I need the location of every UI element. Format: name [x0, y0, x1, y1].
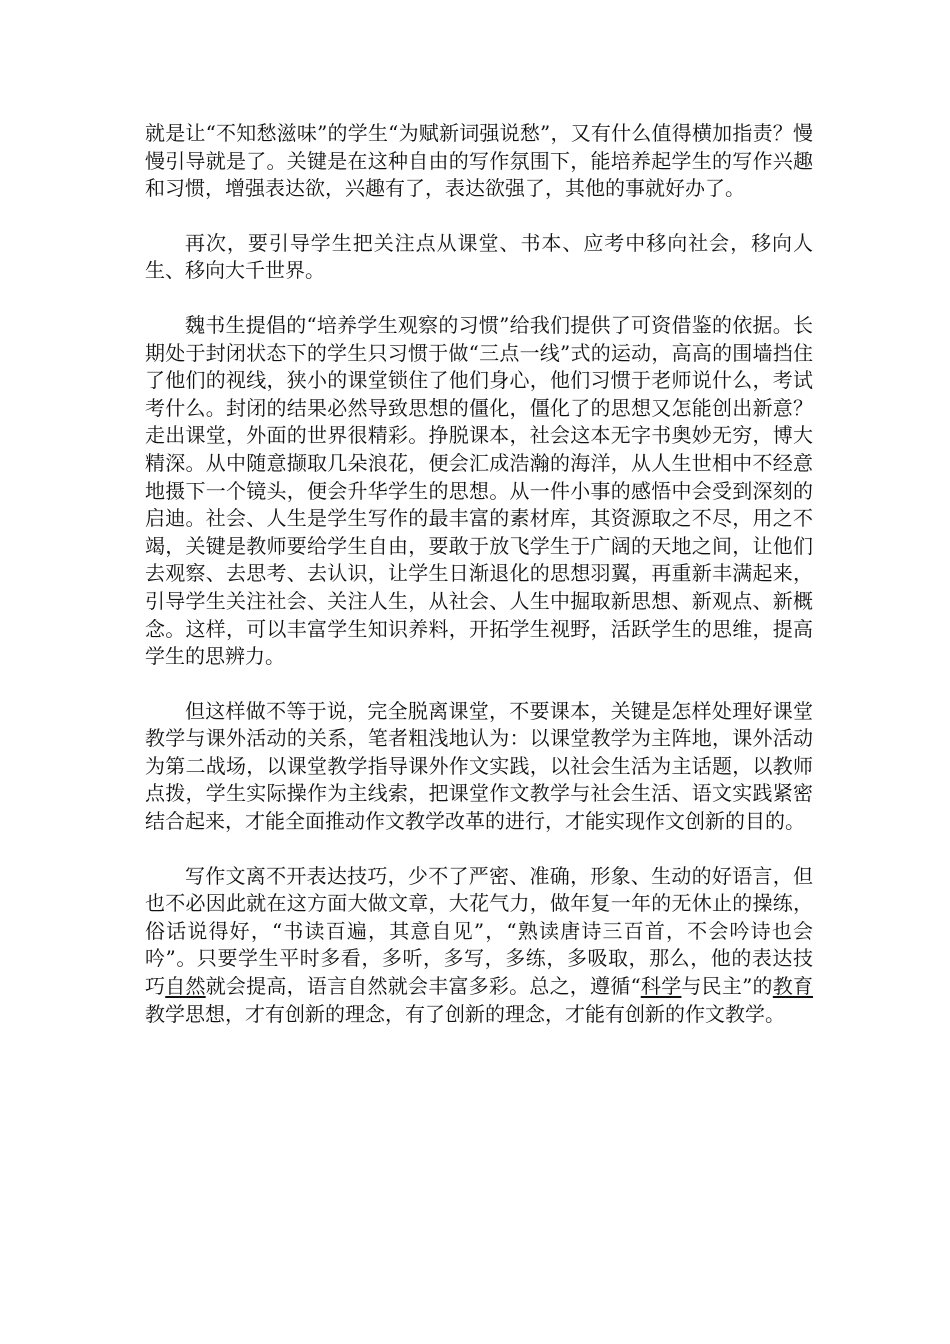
link-kexue[interactable]: 科学	[640, 974, 682, 999]
link-jiaoyu[interactable]: 教育	[772, 974, 814, 999]
paragraph-3: 魏书生提倡的“培养学生观察的习惯”给我们提供了可资借鉴的依据。长期处于封闭状态下的学生只习惯于做“三点一线”式的运动，高高的围墙挡住了他们的视线，狭小的课堂锁住了他们身心，他们习惯于老师说什么，考试考什么。封闭的结果必然导致思想的僵化，僵化了的思想又怎能创出新意？走出课堂，外面的世界很精彩。挣脱课本，社会这本无字书奥妙无穷，博大精深。从中随意撷取几朵浪花，便会汇成浩瀚的海洋，从人生世相中不经意地摄下一个镜头，便会升华学生的思想。从一件小事的感悟中会受到深刻的启迪。社会、人生是学生写作的最丰富的素材库，其资源取之不尽，用之不竭，关键是教师要给学生自由，要敢于放飞学生于广阔的天地之间，让他们去观察、去思考、去认识，让学生日渐退化的思想羽翼，再重新丰满起来，引导学生关注社会、关注人生，从社会、人生中掘取新思想、新观点、新概念。这样，可以丰富学生知识养料，开拓学生视野，活跃学生的思维，提高学生的思辨力。	[145, 312, 813, 669]
paragraph-4: 但这样做不等于说，完全脱离课堂，不要课本，关键是怎样处理好课堂教学与课外活动的关系，笔者粗浅地认为：以课堂教学为主阵地，课外活动为第二战场，以课堂教学指导课外作文实践，以社会生活为主话题，以教师点拨，学生实际操作为主线索，把课堂作文教学与社会生活、语文实践紧密结合起来，才能全面推动作文教学改革的进行，才能实现作文创新的目的。	[145, 698, 813, 834]
paragraph-2: 再次，要引导学生把关注点从课堂、书本、应考中移向社会，移向人生、移向大千世界。	[145, 230, 813, 283]
paragraph-1: 就是让“不知愁滋味”的学生“为赋新词强说愁”，又有什么值得横加指责？慢慢引导就是了。关键是在这种自由的写作氛围下，能培养起学生的写作兴趣和习惯，增强表达欲，兴趣有了，表达欲强了，其他的事就好办了。	[145, 121, 813, 201]
link-ziran[interactable]: 自然	[165, 974, 206, 999]
paragraph-5-text-4: 教学思想，才有创新的理念，有了创新的理念，才能有创新的作文教学。	[145, 1001, 785, 1026]
document-body	[145, 120, 813, 1055]
paragraph-5-text-2: 就会提高，语言自然就会丰富多彩。总之，遵循“	[205, 974, 641, 999]
paragraph-5	[145, 863, 813, 1029]
paragraph-5-text-1: 写作文离不开表达技巧，少不了严密、准确，形象、生动的好语言，但也不必因此就在这方面大做文章，大花气力，做年复一年的无休止的操练，俗话说得好，“书读百遍，其意自见”，“熟读唐诗三百首，不会吟诗也会吟”。只要学生平时多看，多听，多写，多练，多吸取，那么，他的表达技巧	[145, 863, 813, 999]
paragraph-5-text-3: 与民主”的	[681, 974, 773, 999]
